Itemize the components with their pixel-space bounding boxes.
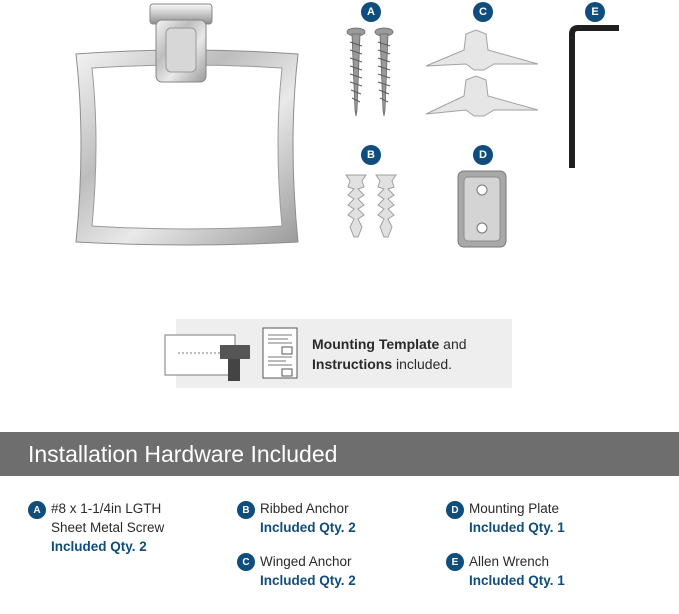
ribbed-anchor-image: [344, 171, 400, 241]
instructions-label: Instructions: [312, 356, 393, 372]
hw-badge-d: D: [446, 501, 464, 519]
instructions-icon: [262, 327, 298, 379]
hw-name-a-line2: Sheet Metal Screw: [51, 520, 165, 535]
hardware-item-a: [51, 499, 164, 556]
allen-wrench-image: [566, 24, 620, 168]
mounting-template-text: [312, 334, 512, 374]
hardware-item-c: [260, 552, 356, 590]
hw-badge-a: A: [28, 501, 46, 519]
hw-qty-b: Included Qty. 2: [260, 520, 356, 535]
badge-d: D: [473, 145, 493, 165]
hw-name-a-line1: #8 x 1-1/4in LGTH: [51, 501, 162, 516]
hw-badge-b: B: [237, 501, 255, 519]
instructions-included: included.: [392, 356, 453, 372]
hw-name-c: Winged Anchor: [260, 554, 352, 569]
hw-badge-e: E: [446, 553, 464, 571]
hw-qty-a: Included Qty. 2: [51, 539, 147, 554]
hardware-item-e: [469, 552, 565, 590]
sheet-metal-screw-image: [340, 26, 400, 118]
template-label: Mounting Template: [312, 336, 440, 352]
drill-template-icon: [164, 325, 256, 383]
hw-qty-d: Included Qty. 1: [469, 520, 565, 535]
banner-title: Installation Hardware Included: [28, 441, 338, 467]
installation-hardware-banner: [0, 432, 679, 476]
badge-b: B: [361, 145, 381, 165]
hw-name-d: Mounting Plate: [469, 501, 560, 516]
winged-anchor-image: [424, 24, 544, 120]
hw-name-b: Ribbed Anchor: [260, 501, 349, 516]
badge-e: E: [585, 2, 605, 22]
hw-qty-e: Included Qty. 1: [469, 573, 565, 588]
towel-ring-image: [62, 2, 312, 248]
badge-a: A: [361, 2, 381, 22]
hardware-item-b: [260, 499, 356, 537]
mounting-template-card: [176, 319, 512, 388]
mounting-plate-image: [457, 170, 507, 248]
badge-c: C: [473, 2, 493, 22]
template-and: and: [439, 336, 467, 352]
hw-qty-c: Included Qty. 2: [260, 573, 356, 588]
hw-badge-c: C: [237, 553, 255, 571]
hw-name-e: Allen Wrench: [469, 554, 550, 569]
hardware-item-d: [469, 499, 565, 537]
